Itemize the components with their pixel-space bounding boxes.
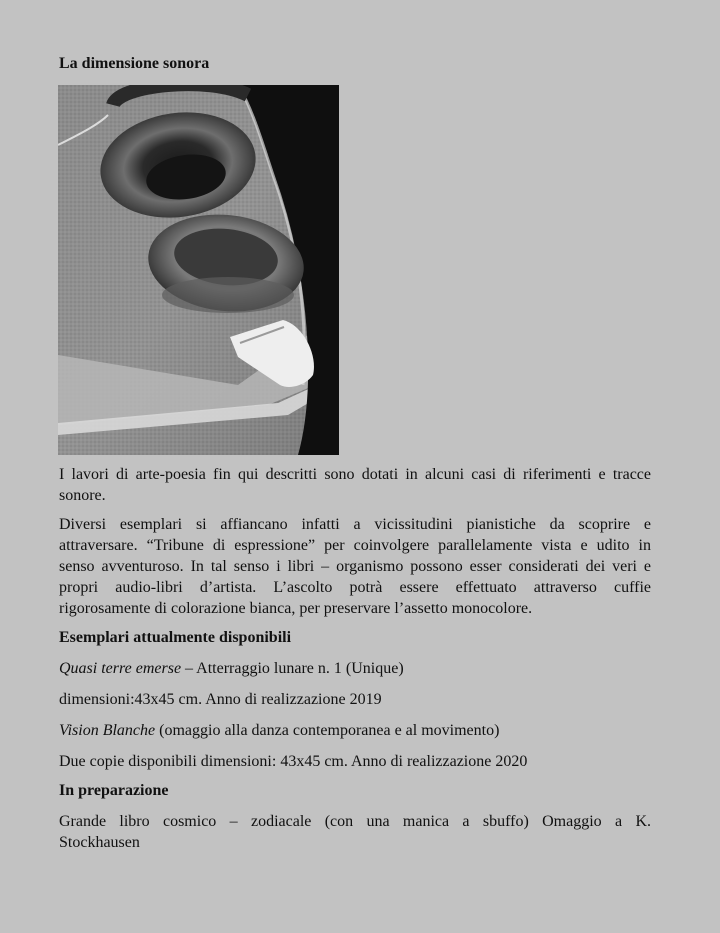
- section-heading-preparation: In preparazione: [59, 782, 169, 799]
- paragraph-line: Diversi esemplari si affiancano infatti a vicissitudini pianistiche da scoprire e: [59, 516, 651, 533]
- item-quasi-terre-emerse: [59, 658, 651, 679]
- intro-paragraph: I lavori di arte-poesia fin qui descritti sono dotati in alcuni casi di riferimenti e tracce sonore.: [59, 466, 651, 504]
- paragraph-line: Grande libro cosmico – zodiacale (con una manica a sbuffo) Omaggio a K.: [59, 813, 651, 830]
- section-heading-sound: La dimensione sonora: [59, 55, 210, 72]
- section-heading-available: Esemplari attualmente disponibili: [59, 629, 292, 646]
- item-subtitle: (omaggio alla danza contemporanea e al movimento): [155, 722, 500, 739]
- paragraph-line: senso avventuroso. In tal senso i libri – organismo possono esser considerati dei veri e: [59, 558, 651, 575]
- paragraph-line: propri audio-libri d’artista. L’ascolto potrà essere effettuato attraverso cuffie: [59, 579, 651, 596]
- paragraph-line: attraversare. “Tribune di espressione” per coinvolgere parallelamente vista e udito in: [59, 537, 651, 554]
- item-title: Vision Blanche: [59, 722, 156, 739]
- headphones-photo-drawing: [58, 85, 339, 455]
- description-paragraph: [59, 514, 651, 619]
- item-vision-blanche: [59, 720, 651, 741]
- item-details: dimensioni:43x45 cm. Anno di realizzazione 2019: [59, 691, 382, 708]
- paragraph-line: rigorosamente di colorazione bianca, per preservare l’assetto monocolore.: [59, 600, 533, 617]
- item-title: Quasi terre emerse: [59, 660, 182, 677]
- preparation-paragraph: [59, 811, 651, 853]
- paragraph-line: Stockhausen: [59, 834, 140, 851]
- document-body: [59, 464, 651, 853]
- item-subtitle: – Atterraggio lunare n. 1 (Unique): [181, 660, 404, 677]
- headphones-photo: [58, 85, 339, 455]
- item-details: Due copie disponibili dimensioni: 43x45 cm. Anno di realizzazione 2020: [59, 753, 528, 770]
